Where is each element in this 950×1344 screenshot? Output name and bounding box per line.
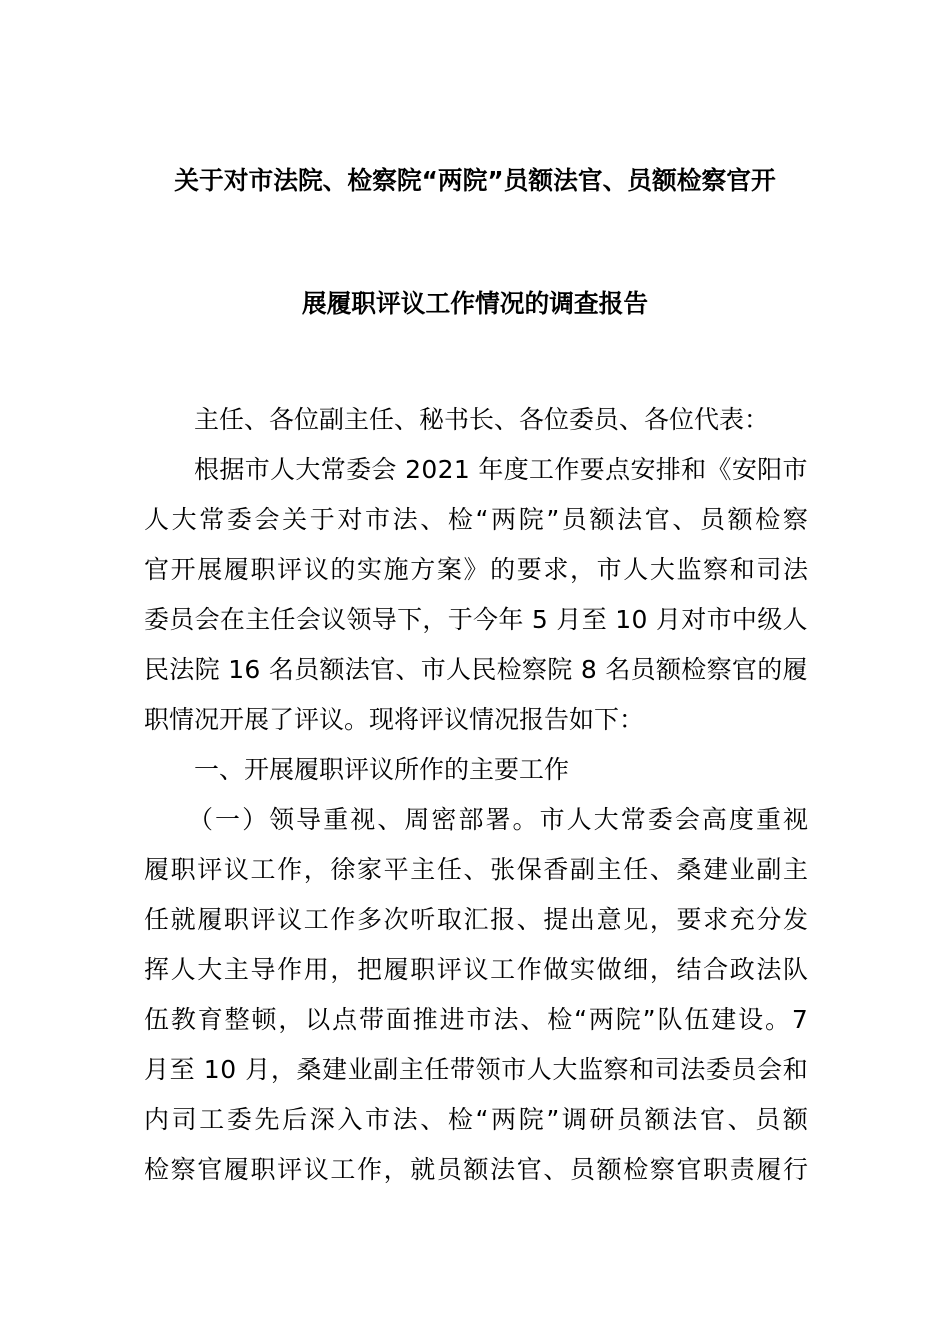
body-line: 根据市人大常委会 2021 年度工作要点安排和《安阳市 xyxy=(194,455,808,484)
body-line: 月至 10 月，桑建业副主任带领市人大监察和司法委员会和 xyxy=(144,1055,809,1084)
body-line: 委员会在主任会议领导下，于今年 5 月至 10 月对市中级人 xyxy=(144,605,808,634)
body-line: 职情况开展了评议。现将评议情况报告如下： xyxy=(144,705,645,734)
body-line: 内司工委先后深入市法、检“两院”调研员额法官、员额 xyxy=(144,1105,811,1134)
body-line: 任就履职评议工作多次听取汇报、提出意见，要求充分发 xyxy=(144,905,810,934)
body-line: 伍教育整顿，以点带面推进市法、检“两院”队伍建设。7 xyxy=(144,1005,810,1034)
salutation-line: 主任、各位副主任、秘书长、各位委员、各位代表： xyxy=(194,405,770,434)
body-line: 挥人大主导作用，把履职评议工作做实做细，结合政法队 xyxy=(144,955,810,984)
body-line: 民法院 16 名员额法官、市人民检察院 8 名员额检察官的履 xyxy=(144,655,808,684)
document-title-line-1: 关于对市法院、检察院“两院”员额法官、员额检察官开 xyxy=(174,166,776,195)
body-line: 履职评议工作，徐家平主任、张保香副主任、桑建业副主 xyxy=(144,855,810,884)
body-line: 官开展履职评议的实施方案》的要求，市人大监察和司法 xyxy=(144,555,810,584)
body-line: 检察官履职评议工作，就员额法官、员额检察官职责履行 xyxy=(144,1155,810,1184)
document-title-line-2: 展履职评议工作情况的调查报告 xyxy=(301,289,649,318)
body-line: 人大常委会关于对市法、检“两院”员额法官、员额检察 xyxy=(144,505,811,534)
section-heading: 一、开展履职评议所作的主要工作 xyxy=(194,755,570,784)
body-line: （一）领导重视、周密部署。市人大常委会高度重视 xyxy=(188,805,811,834)
